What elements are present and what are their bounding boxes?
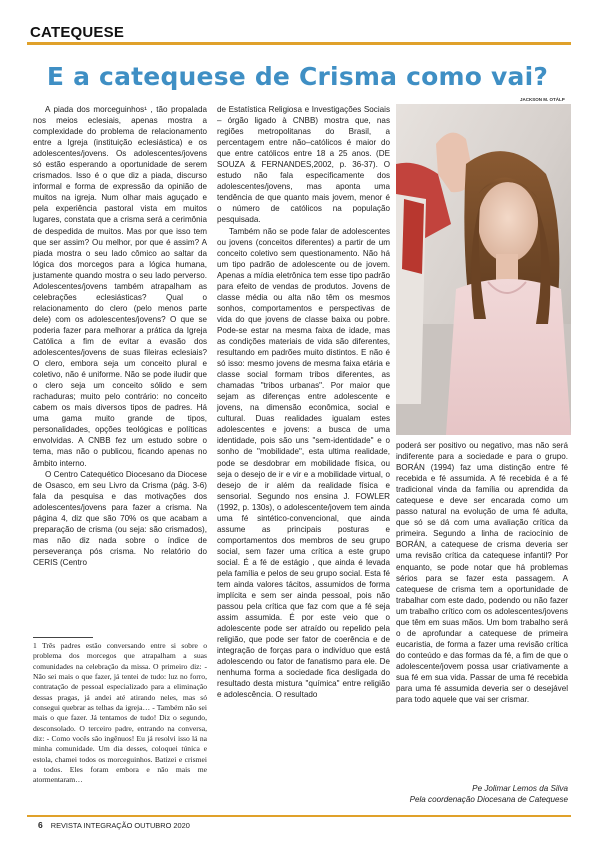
photo-credit: JACKSON M. OTÁLP	[520, 97, 565, 102]
paragraph: O Centro Catequético Diocesano da Diocese de Osasco, em seu Livro da Crisma (pág. 3-6) fala da pesquisa e das motivações dos adolescentes/jovens para fazer a crisma. Na página 4, diz que são 70% os que acabam a preparação de crisma (ou seja: são crismados), mas não diz nada sobre o índice de perseverança pós crisma. No relatório do CERIS (Centro	[33, 469, 207, 567]
article-photo	[396, 104, 571, 435]
column-1	[33, 104, 207, 568]
paragraph: Também não se pode falar de adolescentes ou jovens (conceitos diferentes) a partir de um conceito coletivo sem questionamento. Não há um tipo padrão de adolescente ou de jovem. Apenas a mídia eletrônica tem esse tipo padrão para efeito de vendas de produtos. Jovens de classe média ou alta não têm os mesmos sonhos, comportamentos e perspectivas de vida do que jovens de classe baixa ou pobre. Pode-se estar na mesma faixa de idade, mas as condições materiais de vida são diferentes, resultando em padrões muito distintos. E não é só isso: mesmo jovens de mesma faixa etária e classe social formam tribos diferentes, as chamadas "tribos urbanas". Por maior que sejam as diferenças entre adolescente e jovens, na dimensão econômica, social e cultural. Duas realidades igualam estes adolescentes e jovens: a busca de uma identidade, pois são uns "sem-identidade" e o sonho de "mobilidade", esta ultima realidade, pode se desdobrar em mobilidade física, ou seja o desejo de ir e vir e a mobilidade virtual, o desejo de ir além da realidade física e sensorial. Segundo nos ensina J. FOWLER (1992, p. 130s), o adolescente/jovem tem ainda uma fé sintético-convencional, que ainda assume as principais posturas e comportamentos dos membros de seu grupo social, sem fazer uma crítica a este grupo social. É a fé de estágio , que ainda é levada pela família e pelos de seu grupo social. Esta fé tem ainda valores tácitos, assumidos de forma implícita e sem ser ainda pessoal, pois não passou pela crítica que faz com que a fé seja assim assumida. É por este veio que o adolescente pode ser atraído ou repelido pela religião, que pode ser fator de coerência e de integração de forças para o indivíduo que está adolescendo ou fator de fanatismo para ele. De nenhuma forma a sociedade fica desligada do resultado desta mistura "química" entre religião e adolescência. O resultado	[217, 226, 390, 700]
page-footer	[38, 820, 190, 830]
signature	[396, 783, 568, 805]
column-2	[217, 104, 390, 701]
footnote: 1 Três padres estão conversando entre si sobre o problema dos morcegos que atrapalham a suas comunidades na celebração da missa. O primeiro diz: - Não sei mais o que fazer, já tentei de tudo: luz no forro, contratação de pessoal especializado para a eliminação dessas pragas, já andei até atirando neles, mas só consegui quebrar as telhas da igreja… - Também não sei mais o que fazer. Já tentamos de tudo! Diz o segundo, desconsolado. O terceiro padre, entrando na conversa, diz: - Como vocês são ingênuos! Eu já resolvi isso lá na minha comunidade. Um dia desses, coloquei túnica e estola, chamei todos os morceguinhos. Batizei e crismei a todos. Eles foram embora e não mais me atormentaram…	[33, 641, 207, 785]
confirmation-photo	[396, 104, 571, 435]
column-3	[396, 440, 568, 705]
page-number: 6	[38, 820, 43, 830]
paragraph: poderá ser positivo ou negativo, mas não será indiferente para a sociedade e para o grupo. BORÁN (1994) faz uma distinção entre fé recebida e fé assumida. A fé recebida é a fé tradicional vinda da família ou aprendida da catequese e deve ser encarada como um passo natural na evolução de uma fé adulta, que só se dá com uma avaliação crítica da primeira. Segundo a linha de raciocínio de BORÁN, a catequese de crisma deveria ser uma revisão crítica da catequese infantil? Por enquanto, se pode notar que há problemas sérios para se fazer esta passagem. A catequese de crisma tem a oportunidade de trabalhar com este dado, podendo ou não fazer um trabalho crítico com os adolescentes/jovens que têm em suas mãos. Um bom trabalho será o de aprofundar a catequese de primeira eucaristia, de forma a fazer uma revisão crítica do conteúdo e das formas da fé, a fim de que o adolescente/jovem possa usar criativamente a sua fé em sua vida. Passar de uma fé recebida para uma fé assumida deveria ser o desejável para todo aquele que vai ser crismar.	[396, 441, 568, 705]
publication-info: REVISTA INTEGRAÇÃO OUTUBRO 2020	[50, 821, 190, 830]
footer-divider	[27, 815, 571, 817]
section-divider	[27, 42, 571, 45]
section-label: CATEQUESE	[30, 24, 125, 41]
paragraph: A piada dos morceguinhos¹ , tão propalada nos meios eclesiais, apenas mostra a complexidade do problema de relacionamento entre a Igreja (instituição eclesiástica) e os adolescentes/jovens. Os adolescentes/jovens só estão esperando a oportunidade de serem crismados. Isso é o que diz a piada, discurso informal e forma de expressão da opinião de muitos na igreja. Num olhar mais aguçado e pela experiência pastoral vista em muitos lugares, constata que a crisma será a cerimônia de despedida de muitos. Mas por que isso tem que ser assim? Ou melhor, por que é assim? A piada mostra o seu lado cômico ao saltar da lógica dos morcegos para a lógica humana, justamente quando mostra o seu lado perverso. Adolescentes/jovens também atrapalham as celebrações eclesiásticas? Qual o relacionamento do clero (pelo menos parte dele) com os adolescentes/jovens? O que se poderia fazer para melhorar a prática da Igreja Católica a fim de evitar a evasão dos adolescentes/jovens de suas fileiras eclesiais? O clero, embora seja um conceito plural e coletivo, não é uniforme. Não se pode iludir que o clero seja um conceito sólido e sem rachaduras; muito pelo contrário: no conceito cabem os mais diversos tipos de padres. Há uma gama muito grande de tipos, personalidades, opções teológicas e políticas envolvidas. A CNBB fez um estudo sobre o tema, mas não o publicou, ficando apenas no âmbito interno.	[33, 105, 207, 468]
author-name: Pe Jolimar Lemos da Silva	[472, 784, 568, 793]
author-role: Pela coordenação Diocesana de Catequese	[409, 795, 568, 804]
footnote-rule	[33, 637, 93, 638]
article-title: E a catequese de Crisma como vai?	[46, 62, 549, 91]
paragraph: de Estatística Religiosa e Investigações Sociais – órgão ligado à CNBB) mostra que, nas regiões metropolitanas do Brasil, a percentagem entre não–católicos é maior do que entre católicos entre 18 a 25 anos. (DE SOUZA & FERNANDES,2002, p. 36-37). O estudo não fala especificamente dos adolescentes/jovens, mas aponta uma tendência de que quanto mais jovem, menor é o número de católicos na população pesquisada.	[217, 105, 390, 225]
